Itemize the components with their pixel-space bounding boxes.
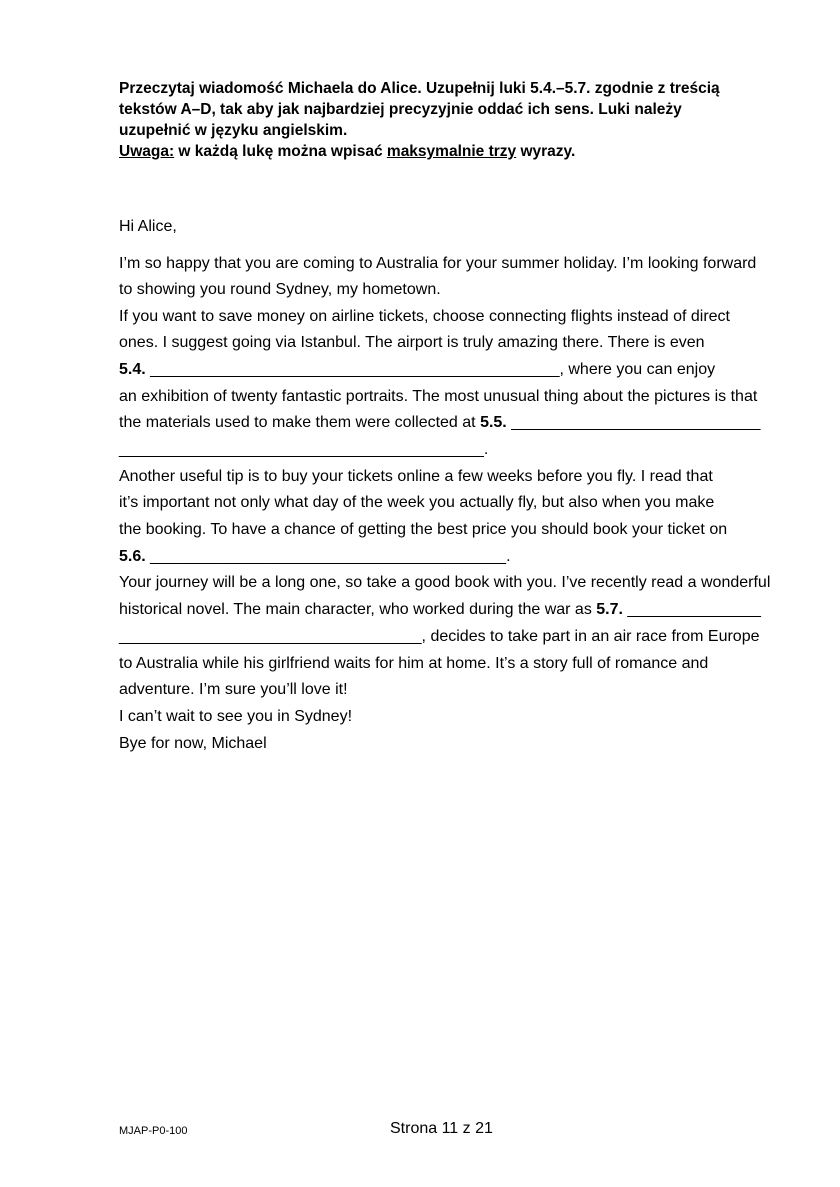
letter-line: ones. I suggest going via Istanbul. The airport is truly amazing there. There is even	[119, 334, 705, 351]
letter-line: to showing you round Sydney, my hometown.	[119, 281, 441, 298]
letter-line: I can’t wait to see you in Sydney!	[119, 708, 353, 725]
letter-line: Your journey will be a long one, so take a good book with you. I’ve recently read a wonderful	[119, 574, 771, 591]
gap-5-4-blank[interactable]: ______________________________________________	[145, 361, 560, 378]
letter-text: the materials used to make them were collected at	[119, 414, 481, 431]
letter-line: to Australia while his girlfriend waits for him at home. It’s a story full of romance and	[119, 655, 709, 672]
letter-text: , where you can enjoy	[559, 361, 716, 378]
note-end: wyrazy.	[516, 143, 576, 160]
letter-text: historical novel. The main character, who worked during the war as	[119, 601, 597, 618]
gap-5-4-line	[119, 361, 715, 379]
gap-5-5-blank-continued[interactable]: _________________________________________.	[119, 441, 489, 458]
letter-line: adventure. I’m sure you’ll love it!	[119, 681, 348, 698]
gap-5-5-number: 5.5.	[480, 414, 507, 431]
instruction-line-3: uzupełnić w języku angielskim.	[119, 122, 348, 139]
gap-5-6-blank[interactable]: ________________________________________.	[145, 548, 511, 565]
note-text: w każdą lukę można wpisać	[174, 143, 387, 160]
gap-5-7-continued-line	[119, 628, 760, 646]
note-label: Uwaga:	[119, 143, 175, 160]
gap-5-5-line	[119, 414, 760, 432]
instruction-line-1: Przeczytaj wiadomość Michaela do Alice. Uzupełnij luki 5.4.–5.7. zgodnie z treścią	[119, 80, 720, 97]
gap-5-7-blank-continued[interactable]: __________________________________	[119, 628, 422, 645]
letter-signoff: Bye for now, Michael	[119, 735, 267, 752]
gap-5-6-line	[119, 548, 511, 566]
letter-line: it’s important not only what day of the week you actually fly, but also when you make	[119, 494, 715, 511]
gap-5-7-blank[interactable]: _______________	[622, 601, 761, 618]
gap-5-7-line	[119, 601, 761, 619]
letter-greeting: Hi Alice,	[119, 218, 177, 235]
instruction-line-2: tekstów A–D, tak aby jak najbardziej precyzyjnie oddać ich sens. Luki należy	[119, 101, 682, 118]
exam-code: MJAP-P0-100	[119, 1125, 188, 1137]
gap-5-5-blank[interactable]: ____________________________	[506, 414, 761, 431]
page-number: Strona 11 z 21	[390, 1120, 493, 1137]
letter-text: , decides to take part in an air race from Europe	[421, 628, 760, 645]
gap-5-6-number: 5.6.	[119, 548, 146, 565]
gap-5-7-number: 5.7.	[596, 601, 623, 618]
note-emphasis: maksymalnie trzy	[386, 143, 517, 160]
instruction-note	[119, 141, 739, 162]
letter-line: If you want to save money on airline tickets, choose connecting flights instead of direct	[119, 308, 730, 325]
letter-line: I’m so happy that you are coming to Australia for your summer holiday. I’m looking forward	[119, 255, 757, 272]
letter-line: an exhibition of twenty fantastic portraits. The most unusual thing about the pictures is that	[119, 388, 758, 405]
gap-5-4-number: 5.4.	[119, 361, 146, 378]
letter-line: Another useful tip is to buy your tickets online a few weeks before you fly. I read that	[119, 468, 713, 485]
task-instructions	[119, 78, 739, 162]
letter-line: the booking. To have a chance of getting the best price you should book your ticket on	[119, 521, 728, 538]
